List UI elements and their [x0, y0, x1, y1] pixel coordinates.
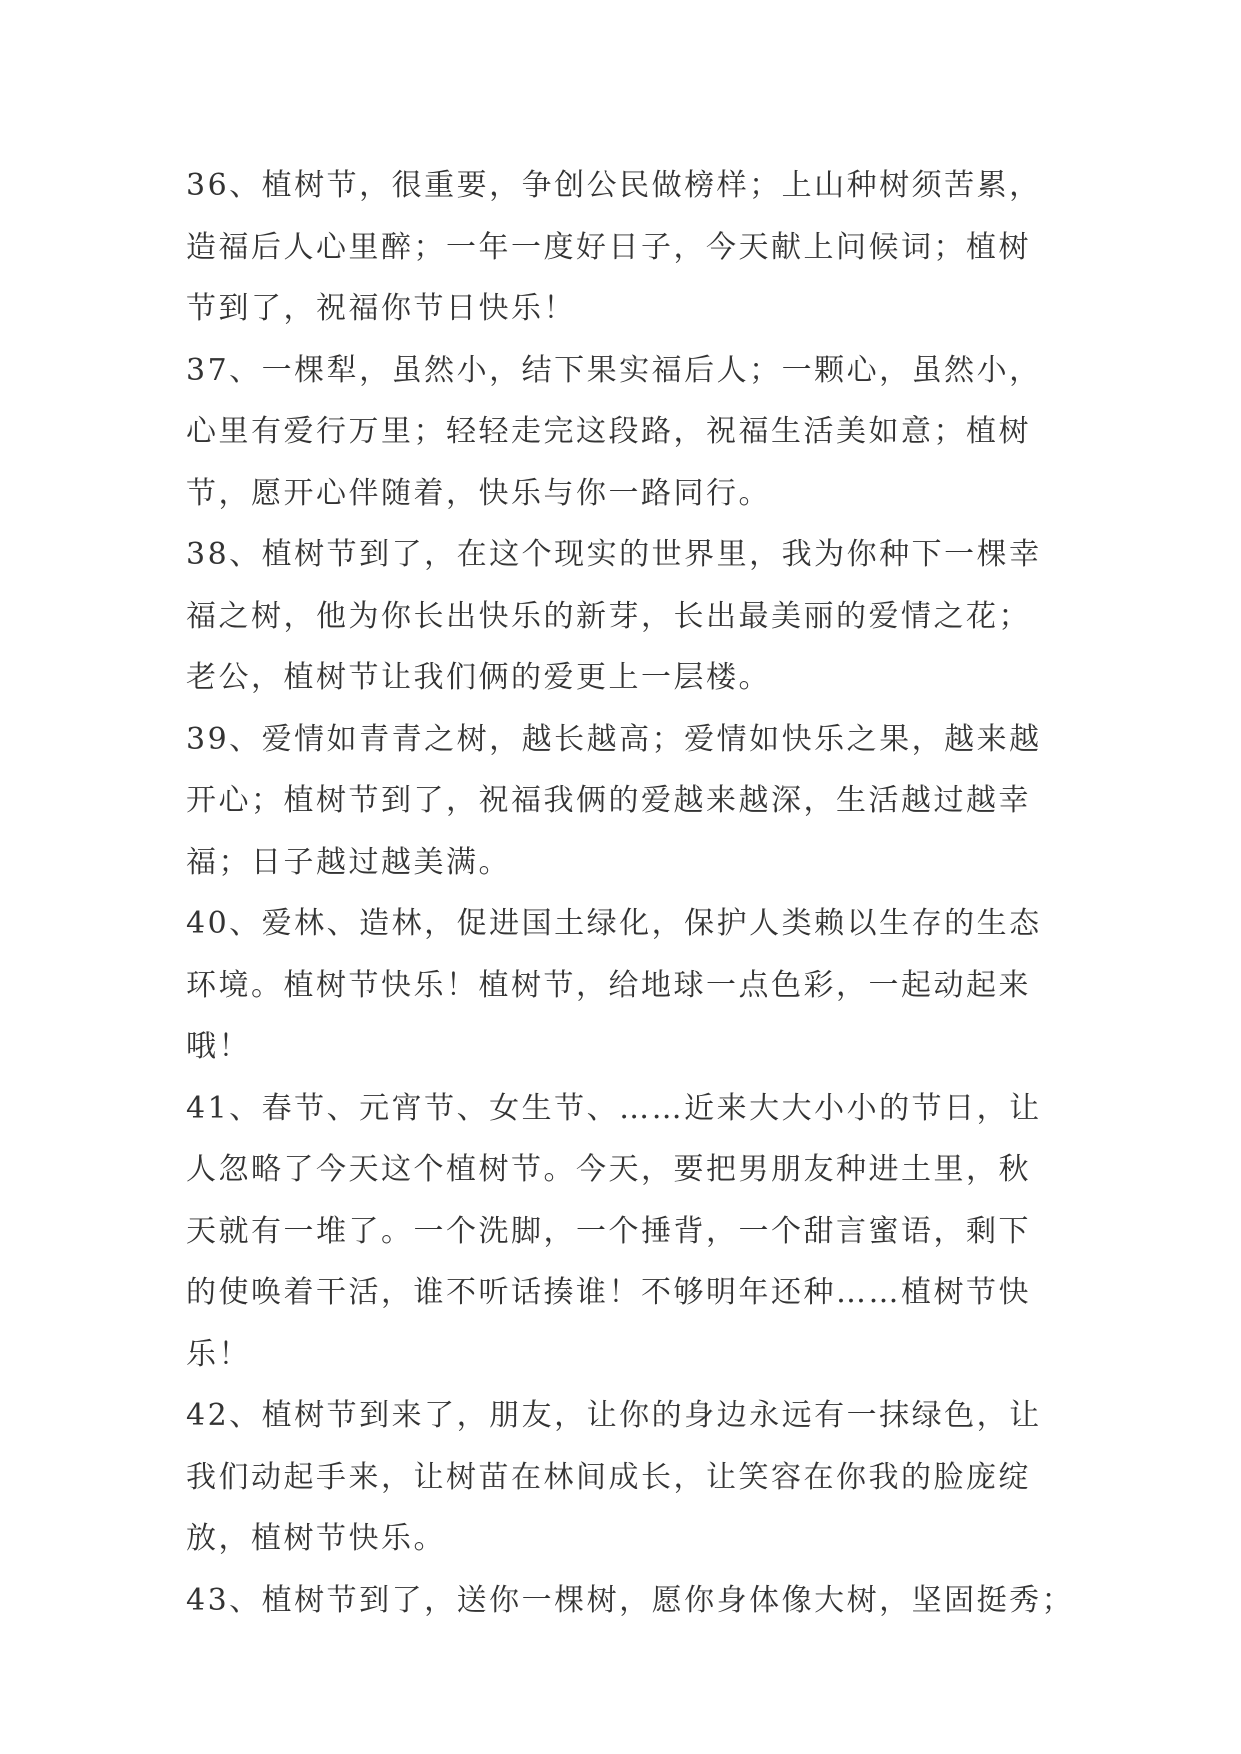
- text-line: 40、爱林、造林，促进国土绿化，保护人类赖以生存的生态: [186, 906, 1042, 941]
- text-line: 41、春节、元宵节、女生节、……近来大大小小的节日，让: [186, 1090, 1042, 1126]
- text-line: 福之树，他为你长出快乐的新芽，长出最美丽的爱情之花；: [186, 598, 1031, 634]
- text-line: 节到了，祝福你节日快乐！: [186, 291, 576, 326]
- text-line: 43、植树节到了，送你一棵树，愿你身体像大树，坚固挺秀；: [186, 1582, 1075, 1618]
- text-line: 39、爱情如青青之树，越长越高；爱情如快乐之果，越来越: [186, 721, 1042, 757]
- text-line: 我们动起手来，让树苗在林间成长，让笑容在你我的脸庞绽: [186, 1459, 1031, 1495]
- text-line: 36、植树节，很重要，争创公民做榜样；上山种树须苦累，: [186, 168, 1042, 203]
- text-line: 人忽略了今天这个植树节。今天，要把男朋友种进土里，秋: [186, 1152, 1031, 1187]
- text-line: 乐！: [186, 1336, 251, 1372]
- text-line: 节，愿开心伴随着，快乐与你一路同行。: [186, 475, 771, 511]
- text-line: 福；日子越过越美满。: [186, 844, 511, 880]
- text-line: 42、植树节到来了，朋友，让你的身边永远有一抹绿色，让: [186, 1398, 1042, 1433]
- text-line: 37、一棵犁，虽然小，结下果实福后人；一颗心，虽然小，: [186, 352, 1042, 388]
- text-line: 开心；植树节到了，祝福我俩的爱越来越深，生活越过越幸: [186, 783, 1031, 818]
- text-line: 放，植树节快乐。: [186, 1521, 446, 1556]
- text-line: 的使唤着干活，谁不听话揍谁！不够明年还种……植树节快: [186, 1275, 1031, 1310]
- text-line: 老公，植树节让我们俩的爱更上一层楼。: [186, 660, 771, 695]
- text-line: 心里有爱行万里；轻轻走完这段路，祝福生活美如意；植树: [186, 414, 1031, 449]
- text-line: 造福后人心里醉；一年一度好日子，今天献上问候词；植树: [186, 229, 1031, 265]
- document-body: [186, 155, 1075, 1631]
- text-line: 环境。植树节快乐！植树节，给地球一点色彩，一起动起来: [186, 967, 1031, 1003]
- text-line: 天就有一堆了。一个洗脚，一个捶背，一个甜言蜜语，剩下: [186, 1213, 1031, 1249]
- text-line: 哦！: [186, 1029, 251, 1064]
- text-line: 38、植树节到了，在这个现实的世界里，我为你种下一棵幸: [186, 537, 1042, 572]
